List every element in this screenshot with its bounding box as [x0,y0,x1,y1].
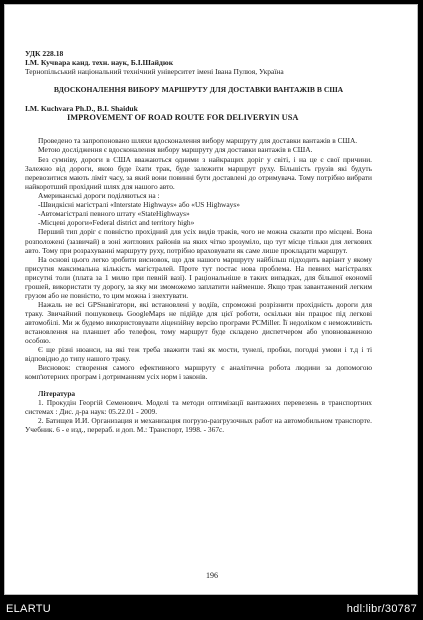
paragraph-5: Перший тип доріг є повністю прохідний для усіх видів траків, чого не можна сказати про місцеві. Вона розположені (зазвичай) в зоні житлових районів на яких чітко зрозуміло, що тут місце тільки для легкових авто. Тому при розрахуванні маршруту руху, потрібно враховувати як саме лише прокладати маршрут. [25,227,372,255]
references-heading: Література [38,389,76,399]
title-ua: ВДОСКОНАЛЕННЯ ВИБОРУ МАРШРУТУ ДЛЯ ДОСТАВКИ ВАНТАЖІВ В США [53,85,344,94]
authors-ua: І.М. Кучвара канд. техн. наук, Б.І.Шайдюк [25,58,174,67]
page-number: 196 [206,571,218,580]
paragraph-1: Проведено та запропоновано шляхи вдосконалення вибору маршруту для доставки вантажів в США. [38,136,358,145]
road-type-item: -Автомагістралі певного штату «StateHighways» [38,209,190,219]
road-type-item: -Швидкісні магістралі «Interstate Highways» або «US Highways» [38,200,240,210]
title-en: IMPROVEMENT OF ROAD ROUTE FOR DELIVERYIN USA [67,113,299,122]
document-page [4,4,418,595]
page-content [25,49,372,435]
udk-code: УДК 228.18 [25,49,64,58]
footer-bar [0,600,423,620]
road-type-item: -Місцеві дороги«Federal district and territory high» [38,218,195,228]
authors-en: I.M. Kuchvara Ph.D., B.I. Shaiduk [25,104,138,113]
paragraph-6: На основі цього легко зробити висновок, що для нашого маршруту найбільш підходить варіант у якому присутня максимальна кількість магістралей. Проте тут постає нова проблема. На певних магістралях присутні толи (плата за 1 милю при певній вазі). І раціональніше в таких випадках, для більшої економії грошей, використати ту дорогу, за яку ми змоможемо заплатити найменше. Якщо трак завантажений легким грузом або не повністю, то цим можна і знехтувати. [25,254,372,300]
paragraph-2: Метою дослідження є вдосконалення вибору маршруту для доставки вантажів в США. [38,145,313,155]
conclusion-paragraph: Висновок: створення самого ефективного маршруту є аналітична робота людини за допомогою комп'ютерних програм і дотриманням усіх норм і законів. [25,363,372,382]
reference-item: 1. Прокудін Георгій Семенович. Моделі та методи оптимізації вантажних перевезень в транспортних системах : Дис. д-ра наук: 05.22.01 - 2009. [25,398,372,417]
footer-repository-label: ELARTU [6,603,51,615]
paragraph-7: Нажаль не всі GPSнавігатори, які встановлені у водіїв, спроможні розрізнити прохідність дороги для траку. Звичайний пошуковець GoogleMaps не підійде для цієї роботи, оскільки він працює під легкові автомобілі. Ми ж будемо використовувати ліцензійну версію програми PCMiller. Її недоліком є неможливість встановлення на планшет або телефон, тому маршрут буде складено диспетчером або уповноваженою особою. [25,299,372,346]
paragraph-8: Є ще різні нюанси, на які теж треба зважити такі як мости, тунелі, пробки, погодні умови і т.д і ті відповідно до типу нашого траку. [25,345,372,364]
paragraph-3: Без сумніву, дороги в США вважаються одними з найкращих доріг у світі, і на це є свої причини. Залежно від дороги, якою буде їхати трак, буде залежити маршрут руху. Більшість грузів які будуть перевозитися мають ліміт часу, за який вони повинні бути доставлені до отримувача. Тому потрібно вибрати найкоротший прохідний шлях для нашого авто. [25,155,372,192]
institution: Тернопільський національний технічний університет імені Івана Пулюя, Україна [25,67,284,76]
reference-item: 2. Батищев И.И. Организация и механизация погрузо-разгрузочных работ на автомобильном транспорте. Учебник. 6 - е изд., перераб. и доп. М.: Транспорт, 1998. - 367с. [25,416,372,435]
footer-handle-link[interactable]: hdl:libr/30787 [346,603,417,615]
paragraph-4: Американські дороги поділяються на : [38,191,160,201]
